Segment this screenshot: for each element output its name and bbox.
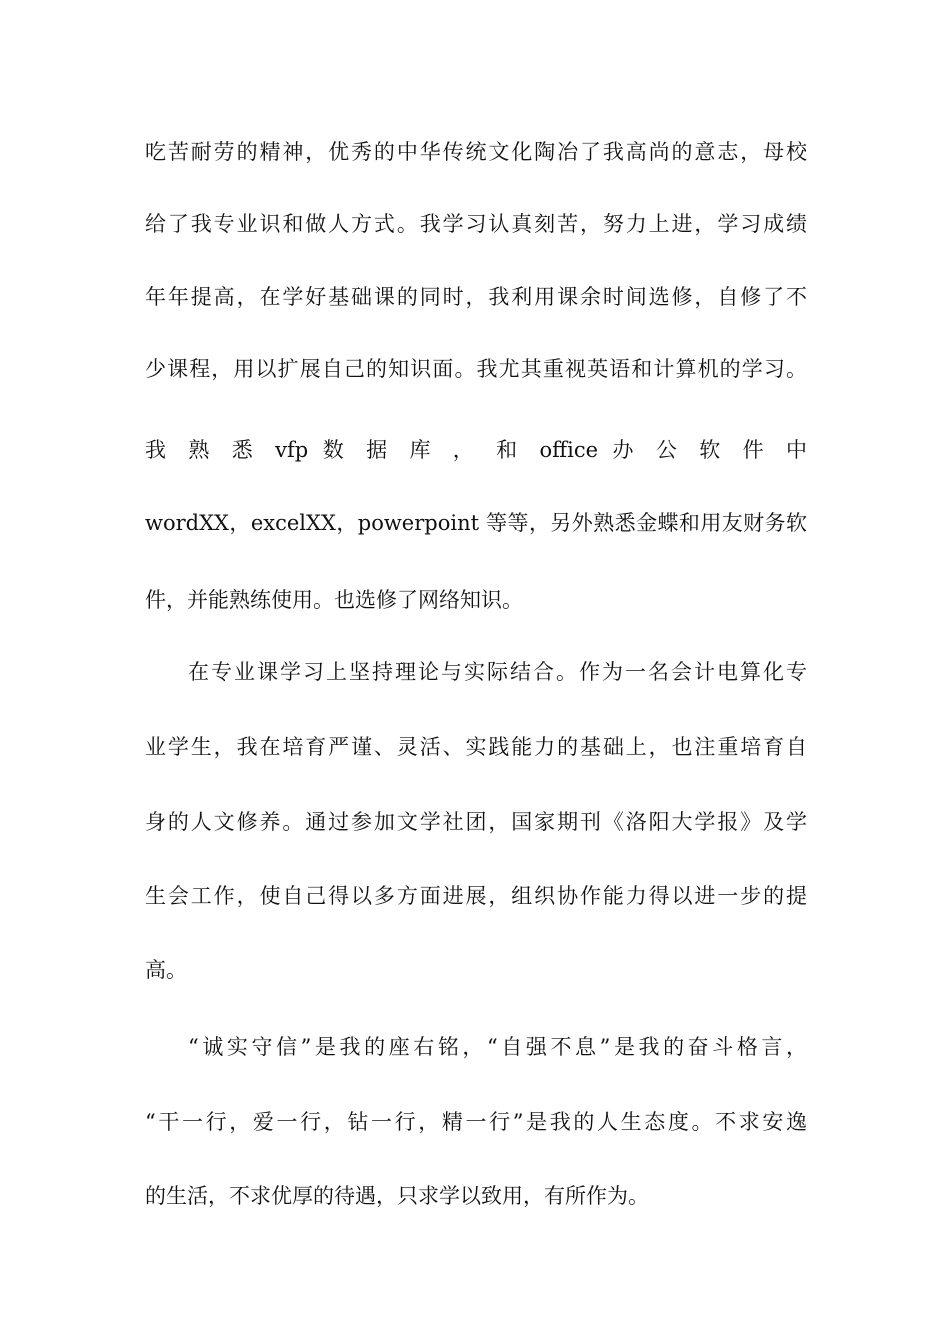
text-line: 件，并能熟练使用。也选修了网络知识。 — [145, 588, 523, 612]
text-line: 生会工作，使自己得以多方面进展，组织协作能力得以进一步的提 — [145, 884, 807, 908]
text-line: 身的人文修养。通过参加文学社团，国家期刊《洛阳大学报》及学 — [145, 810, 807, 834]
text-line: 给了我专业识和做人方式。我学习认真刻苦，努力上进，学习成绩 — [145, 212, 807, 236]
text-line: 少课程，用以扩展自己的知识面。我尤其重视英语和计算机的学习。 — [145, 357, 807, 381]
text-line: 在专业课学习上坚持理论与实际结合。作为一名会计电算化专 — [188, 660, 807, 684]
text-line: 高。 — [145, 958, 187, 982]
text-line: 吃苦耐劳的精神，优秀的中华传统文化陶冶了我高尚的意志，母校 — [145, 140, 807, 164]
text-line: 年年提高，在学好基础课的同时，我利用课余时间选修，自修了不 — [145, 285, 807, 309]
text-line: “诚实守信”是我的座右铭，“自强不息”是我的奋斗格言， — [188, 1035, 807, 1059]
text-line: 我 熟 悉 vfp 数 据 库 ， 和 office 办 公 软 件 中 — [145, 438, 807, 462]
text-line: wordXX，excelXX，powerpoint 等等，另外熟悉金蝶和用友财务软 — [145, 511, 807, 535]
text-line: 的生活，不求优厚的待遇，只求学以致用，有所作为。 — [145, 1184, 649, 1208]
text-line: 业学生，我在培育严谨、灵活、实践能力的基础上，也注重培育自 — [145, 735, 807, 759]
text-line: “干一行，爱一行，钻一行，精一行”是我的人生态度。不求安逸 — [145, 1110, 807, 1134]
